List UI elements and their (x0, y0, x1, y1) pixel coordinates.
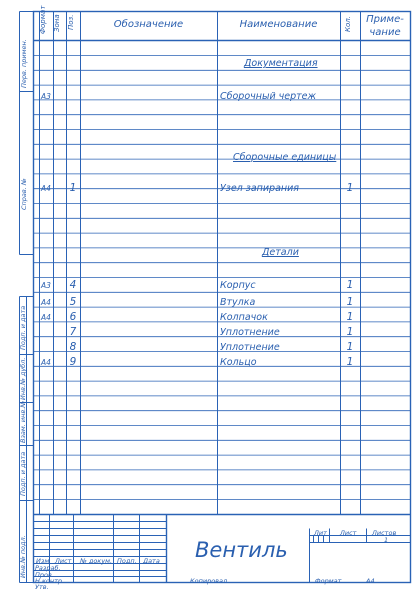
row-format: А4 (41, 358, 51, 367)
tb-date: Дата (143, 557, 160, 565)
row-qty: 1 (346, 311, 354, 323)
section-documentation: Документация (244, 58, 318, 69)
footer-copied: Копировал (190, 577, 228, 585)
tb-change: Изм (36, 557, 50, 565)
side-first-use: Перв. примен. (20, 39, 28, 88)
header-note-line2: чание (369, 27, 401, 38)
row-qty: 1 (346, 182, 354, 194)
row-pos: 4 (69, 279, 77, 291)
row-name: Кольцо (220, 357, 257, 368)
row-name: Узел запирания (220, 183, 299, 194)
row-pos: 1 (69, 182, 77, 194)
row-name: Сборочный чертеж (220, 91, 317, 102)
row-pos: 7 (69, 326, 77, 338)
header-note-line1: Приме- (366, 14, 404, 25)
tb-sign: Подп. (117, 557, 137, 565)
tb-lit: Лит (314, 529, 327, 537)
row-name: Корпус (220, 280, 256, 291)
tb-product-name: Вентиль (195, 538, 288, 562)
header-pos: Поз. (67, 14, 75, 30)
header-designation: Обозначение (113, 19, 184, 30)
header-zone: Зона (53, 14, 61, 32)
row-pos: 8 (69, 341, 77, 353)
tb-developed: Разраб. (35, 564, 61, 572)
side-sign-date-2: Подп. и дата (19, 451, 27, 496)
footer-format: Формат (315, 577, 342, 585)
tb-n-control: Н.контр. (35, 577, 65, 585)
row-pos: 9 (69, 356, 77, 368)
tb-sheet2: Лист (340, 529, 357, 537)
footer-format-value: А4 (366, 577, 375, 585)
row-qty: 1 (346, 341, 354, 353)
side-replace-inv: Взам. инв.№ (19, 400, 27, 443)
row-qty: 1 (346, 296, 354, 308)
row-name: Колпачок (220, 312, 268, 323)
row-format: А3 (41, 92, 51, 101)
row-name: Уплотнение (220, 342, 280, 353)
row-name: Уплотнение (220, 327, 280, 338)
tb-sheet: Лист (55, 557, 72, 565)
tb-doc-no: № докум. (80, 557, 113, 565)
section-assemblies: Сборочные единицы (233, 152, 337, 163)
row-format: А4 (41, 184, 51, 193)
row-qty: 1 (346, 356, 354, 368)
header-name: Наименование (239, 19, 318, 30)
side-ref-no: Справ. № (20, 178, 28, 210)
row-qty: 1 (346, 279, 354, 291)
row-pos: 5 (69, 296, 77, 308)
tb-sheets: Листов (372, 529, 397, 537)
section-parts: Детали (262, 247, 299, 258)
row-format: А4 (41, 298, 51, 307)
row-qty: 1 (346, 326, 354, 338)
row-format: А3 (41, 281, 51, 290)
tb-checked: Пров. (35, 571, 54, 579)
side-inv-dup: Инв.№ дубл. (19, 357, 27, 400)
side-inv-orig: Инв.№ подл. (19, 535, 27, 578)
row-name: Втулка (220, 297, 256, 308)
header-format: Формат (39, 5, 47, 34)
side-sign-date-1: Подп. и дата (19, 305, 27, 350)
tb-approved: Утв. (35, 583, 49, 591)
row-pos: 6 (69, 311, 77, 323)
header-qty: Кол. (344, 16, 352, 32)
tb-sheets-value: 1 (384, 536, 389, 544)
row-format: А4 (41, 313, 51, 322)
